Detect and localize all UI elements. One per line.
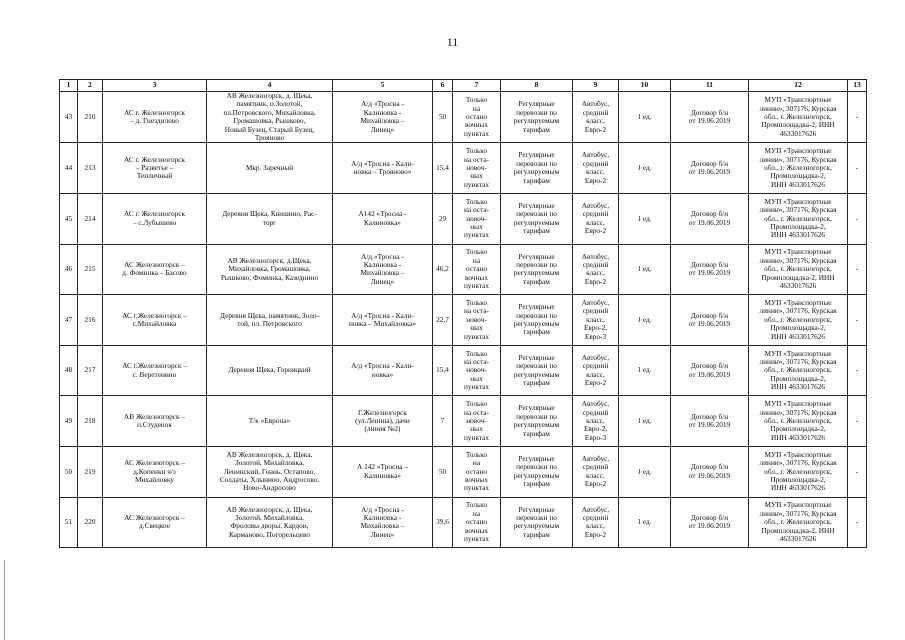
header-cell-9: 9 — [573, 80, 619, 92]
header-cell-2: 2 — [78, 80, 103, 92]
route-number-cell: 220 — [78, 497, 103, 548]
route-length-cell: 22,7 — [433, 295, 453, 346]
route-number-cell: 216 — [78, 295, 103, 346]
streets-cell: А/д «Тросна - Калиновка - Михайловка – Линец» — [333, 92, 433, 143]
table-row — [60, 244, 867, 295]
row-number-cell: 50 — [60, 447, 78, 498]
intermediate-stops-cell: Деревня Щека, памятник, Золо- той, пл. Петровского — [207, 295, 333, 346]
vehicle-count-cell: 1 ед. — [619, 194, 671, 245]
carrier-cell: МУП «Транспортные линии», 307176, Курская обл., г. Железногорск, Промплощадка-2, ИНН 4633017626 — [749, 396, 848, 447]
stop-mode-cell: Только на оста- новоч- ных пунктах — [453, 143, 501, 194]
streets-cell: А/д «Тросна - Кали- новка» — [333, 345, 433, 396]
carrier-cell: МУП «Транспортные линии», 307176, Курская обл., г. Железногорск, Промплощадка-2, ИНН 4633017626 — [749, 345, 848, 396]
extra-info-cell: - — [848, 244, 867, 295]
streets-cell: А142 «Тросна - Калиновка» — [333, 194, 433, 245]
streets-cell: А 142 «Тросна – Калиновка» — [333, 447, 433, 498]
row-number-cell: 44 — [60, 143, 78, 194]
contract-cell: Договор б/н от 19.06.2019 — [671, 194, 749, 245]
header-cell-1: 1 — [60, 80, 78, 92]
route-name-cell: АВ Железногорск – п.Студенок — [103, 396, 207, 447]
extra-info-cell: - — [848, 447, 867, 498]
route-number-cell: 218 — [78, 396, 103, 447]
transport-type-cell: Регулярные перевозки по регулируемым тарифам — [501, 345, 573, 396]
carrier-cell: МУП «Транспортные линии», 307176, Курская обл., г. Железногорск, Промплощадка-2, ИНН 4633017626 — [749, 244, 848, 295]
table-row — [60, 194, 867, 245]
contract-cell: Договор б/н от 19.06.2019 — [671, 143, 749, 194]
row-number-cell: 49 — [60, 396, 78, 447]
intermediate-stops-cell: Деревня Щека, Горняцкий — [207, 345, 333, 396]
row-number-cell: 48 — [60, 345, 78, 396]
table-row — [60, 143, 867, 194]
header-cell-13: 13 — [848, 80, 867, 92]
carrier-cell: МУП «Транспортные линии», 307176, Курская обл., г. Железногорск, Промплощадка-2, ИНН 4633017626 — [749, 194, 848, 245]
vehicle-class-cell: Автобус, средний класс, Евро-2 — [573, 244, 619, 295]
route-number-cell: 213 — [78, 143, 103, 194]
streets-cell: А/д «Тросна - Кали- новка – Михайловка» — [333, 295, 433, 346]
vehicle-count-cell: 1 ед. — [619, 396, 671, 447]
route-name-cell: АС г.Железногорск – с. Веретенино — [103, 345, 207, 396]
transport-type-cell: Регулярные перевозки по регулируемым тарифам — [501, 143, 573, 194]
extra-info-cell: - — [848, 396, 867, 447]
header-row — [60, 80, 867, 92]
transport-type-cell: Регулярные перевозки по регулируемым тарифам — [501, 295, 573, 346]
row-number-cell: 43 — [60, 92, 78, 143]
stop-mode-cell: Только на оста- новоч- ных пунктах — [453, 295, 501, 346]
vehicle-count-cell: 1 ед. — [619, 497, 671, 548]
header-cell-10: 10 — [619, 80, 671, 92]
routes-table — [59, 79, 867, 548]
stop-mode-cell: Только на остано вочных пунктах — [453, 244, 501, 295]
table-header — [60, 80, 867, 92]
intermediate-stops-cell: АВ Железногорск, д. Щека, Золотой, Михайловка, Ленинский, Гнань, Остапово, Солдаты, Хлынино, Андросово, Ново-Андросово — [207, 447, 333, 498]
stop-mode-cell: Только на оста- новоч- ных пунктах — [453, 396, 501, 447]
route-number-cell: 219 — [78, 447, 103, 498]
header-cell-7: 7 — [453, 80, 501, 92]
streets-cell: А/д «Тросна - Кали- новка – Трояново» — [333, 143, 433, 194]
vehicle-class-cell: Автобус, средний класс, Евро-2, Евро-3 — [573, 396, 619, 447]
contract-cell: Договор б/н от 19.06.2019 — [671, 244, 749, 295]
vehicle-count-cell: 1 ед. — [619, 244, 671, 295]
contract-cell: Договор б/н от 19.06.2019 — [671, 447, 749, 498]
route-length-cell: 15,4 — [433, 345, 453, 396]
stop-mode-cell: Только на остано вочных пунктах — [453, 497, 501, 548]
vehicle-count-cell: 1 ед. — [619, 143, 671, 194]
transport-type-cell: Регулярные перевозки по регулируемым тарифам — [501, 497, 573, 548]
carrier-cell: МУП «Транспортные линии», 307176, Курская обл., г. Железногорск, Промплощадка-2, ИНН 4633017626 — [749, 92, 848, 143]
transport-type-cell: Регулярные перевозки по регулируемым тарифам — [501, 194, 573, 245]
vehicle-count-cell: 1 ед. — [619, 295, 671, 346]
route-name-cell: АС Железногорск – д.Свецкое — [103, 497, 207, 548]
route-name-cell: АС г. Железногорск – д. Гнездилово — [103, 92, 207, 143]
page-number: 11 — [446, 35, 459, 49]
extra-info-cell: - — [848, 92, 867, 143]
vehicle-count-cell: 1 ед. — [619, 92, 671, 143]
table-row — [60, 396, 867, 447]
route-name-cell: АС Железногорск – д.Копенки ч/з Михайловку — [103, 447, 207, 498]
route-number-cell: 215 — [78, 244, 103, 295]
vehicle-class-cell: Автобус, средний класс, Евро-2 — [573, 345, 619, 396]
route-name-cell: АС г. Железногорск – Разветье – Тепличный — [103, 143, 207, 194]
header-cell-5: 5 — [333, 80, 433, 92]
extra-info-cell: - — [848, 194, 867, 245]
header-cell-11: 11 — [671, 80, 749, 92]
extra-info-cell: - — [848, 497, 867, 548]
route-length-cell: 50 — [433, 447, 453, 498]
stop-mode-cell: Только на оста- новоч- ных пунктах — [453, 194, 501, 245]
table-row — [60, 295, 867, 346]
contract-cell: Договор б/н от 19.06.2019 — [671, 92, 749, 143]
table-row — [60, 92, 867, 143]
contract-cell: Договор б/н от 19.06.2019 — [671, 497, 749, 548]
carrier-cell: МУП «Транспортные линии», 307176, Курская обл., г. Железногорск, Промплощадка-2, ИНН 4633017626 — [749, 497, 848, 548]
row-number-cell: 47 — [60, 295, 78, 346]
row-number-cell: 46 — [60, 244, 78, 295]
row-number-cell: 51 — [60, 497, 78, 548]
contract-cell: Договор б/н от 19.06.2019 — [671, 345, 749, 396]
route-name-cell: АС Железногорск – д. Фоминка – Басово — [103, 244, 207, 295]
table-row — [60, 345, 867, 396]
table-body — [60, 92, 867, 548]
route-length-cell: 29 — [433, 194, 453, 245]
route-length-cell: 50 — [433, 92, 453, 143]
intermediate-stops-cell: Мкр. Заречный — [207, 143, 333, 194]
extra-info-cell: - — [848, 143, 867, 194]
streets-cell: А/д «Тросна - Калиновка - Михайловка – Линец» — [333, 497, 433, 548]
transport-type-cell: Регулярные перевозки по регулируемым тарифам — [501, 92, 573, 143]
carrier-cell: МУП «Транспортные линии», 307176, Курская обл., г. Железногорск, Промплощадка-2, ИНН 4633017626 — [749, 295, 848, 346]
route-name-cell: АС г. Железногорск – с.Лубышево — [103, 194, 207, 245]
intermediate-stops-cell: Т/к «Европа» — [207, 396, 333, 447]
contract-cell: Договор б/н от 19.06.2019 — [671, 396, 749, 447]
route-number-cell: 210 — [78, 92, 103, 143]
table-row — [60, 447, 867, 498]
vehicle-count-cell: 1 ед. — [619, 447, 671, 498]
header-cell-6: 6 — [433, 80, 453, 92]
route-length-cell: 39,6 — [433, 497, 453, 548]
transport-type-cell: Регулярные перевозки по регулируемым тарифам — [501, 244, 573, 295]
route-name-cell: АС г.Железногорск – с.Михайловка — [103, 295, 207, 346]
route-number-cell: 217 — [78, 345, 103, 396]
transport-type-cell: Регулярные перевозки по регулируемым тарифам — [501, 447, 573, 498]
header-cell-8: 8 — [501, 80, 573, 92]
scan-edge-line — [4, 560, 5, 640]
route-length-cell: 46,2 — [433, 244, 453, 295]
stop-mode-cell: Только на остано вочных пунктах — [453, 447, 501, 498]
header-cell-4: 4 — [207, 80, 333, 92]
table-row — [60, 497, 867, 548]
carrier-cell: МУП «Транспортные линии», 307176, Курская обл., г. Железногорск, Промплощадка-2, ИНН 4633017626 — [749, 143, 848, 194]
carrier-cell: МУП «Транспортные линии», 307176, Курская обл., г. Железногорск, Промплощадка-2, ИНН 4633017626 — [749, 447, 848, 498]
transport-type-cell: Регулярные перевозки по регулируемым тарифам — [501, 396, 573, 447]
route-number-cell: 214 — [78, 194, 103, 245]
stop-mode-cell: Только на остано вочных пунктах — [453, 92, 501, 143]
vehicle-count-cell: 1 ед. — [619, 345, 671, 396]
vehicle-class-cell: Автобус, средний класс, Евро-2 — [573, 447, 619, 498]
vehicle-class-cell: Автобус, средний класс, Евро-2, Евро-3 — [573, 295, 619, 346]
route-length-cell: 7 — [433, 396, 453, 447]
vehicle-class-cell: Автобус, средний класс, Евро-2 — [573, 497, 619, 548]
intermediate-stops-cell: Деревня Щека, Квишино, Рас- торг — [207, 194, 333, 245]
streets-cell: Г.Железногорск (ул.Ленина), дачи (линия №2) — [333, 396, 433, 447]
extra-info-cell: - — [848, 345, 867, 396]
route-length-cell: 15,4 — [433, 143, 453, 194]
vehicle-class-cell: Автобус, средний класс, Евро-2 — [573, 143, 619, 194]
intermediate-stops-cell: АВ Железногорск, д.Щека, Михайловка, Громашовка, Рышково, Фоминка, Казеднино — [207, 244, 333, 295]
vehicle-class-cell: Автобус, средний класс, Евро-2 — [573, 194, 619, 245]
row-number-cell: 45 — [60, 194, 78, 245]
intermediate-stops-cell: АВ Железногорск, д. Щека, Золотой, Михайловка, Фроловы дворы, Кардои, Карманово, Погорельцево — [207, 497, 333, 548]
extra-info-cell: - — [848, 295, 867, 346]
vehicle-class-cell: Автобус, средний класс, Евро-2 — [573, 92, 619, 143]
header-cell-12: 12 — [749, 80, 848, 92]
header-cell-3: 3 — [103, 80, 207, 92]
contract-cell: Договор б/н от 19.06.2019 — [671, 295, 749, 346]
streets-cell: А/д «Тросна - Калиновка - Михайловка – Линец» — [333, 244, 433, 295]
stop-mode-cell: Только на оста- новоч- ных пунктах — [453, 345, 501, 396]
intermediate-stops-cell: АВ Железногорск, д. Щека, памятник, п.Золотой, пл.Петровского, Михайловка, Громашовка, Рышково, Новый Бузец, Старый Бузец, Трояново — [207, 92, 333, 143]
